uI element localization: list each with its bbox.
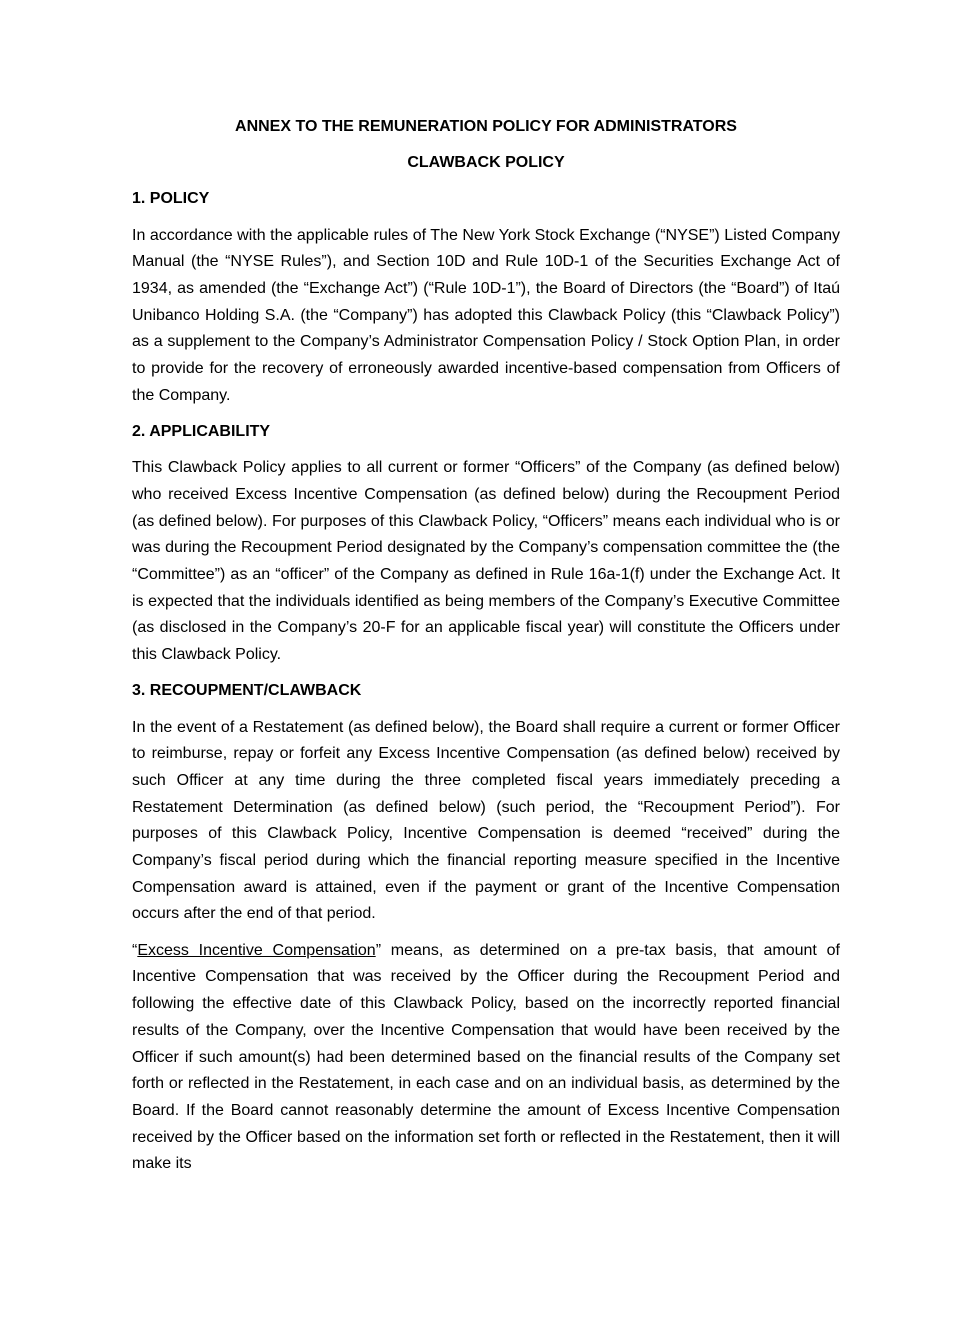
document-title: ANNEX TO THE REMUNERATION POLICY FOR ADMINISTRATORS	[235, 118, 737, 135]
document-body	[132, 114, 840, 1188]
section-paragraph-recoupment: In the event of a Restatement (as defined below), the Board shall require a current or former Officer to reimburse, repay or forfeit any Excess Incentive Compensation (as defined below) received by such Officer at any time during the three completed fiscal years immediately preceding a Restatement Determination (as defined below) (such period, the “Recoupment Period”). For purposes of this Clawback Policy, Incentive Compensation is deemed “received” during the Company’s fiscal period during which the financial reporting measure specified in the Incentive Compensation award is attained, even if the payment or grant of the Incentive Compensation occurs after the end of that period.	[132, 718, 840, 923]
definition-text: ” means, as determined on a pre-tax basis, that amount of Incentive Compensation that was received by the Officer during the Recoupment Period and following the effective date of this Clawback Policy, based on the incorrectly reported financial results of the Company, over the Incentive Compensation that would have been received by the Officer if such amount(s) had been determined based on the financial results of the Company set forth or reflected in the Restatement, in each case and on an individual basis, as determined by the Board. If the Board cannot reasonably determine the amount of Excess Incentive Compensation received by the Officer based on the information set forth or reflected in the Restatement, then it will make its	[132, 941, 840, 1173]
section-heading-policy: 1. POLICY	[132, 190, 210, 208]
document-subtitle: CLAWBACK POLICY	[407, 154, 565, 172]
definition-open-quote: “	[132, 941, 138, 959]
section-paragraph-policy: In accordance with the applicable rules of The New York Stock Exchange (“NYSE”) Listed Company Manual (the “NYSE Rules”), and Section 10D and Rule 10D-1 of the Securities Exchange Act of 1934, as amended (the “Exchange Act”) (“Rule 10D-1”), the Board of Directors (the “Board”) of Itaú Unibanco Holding S.A. (the “Company”) has adopted this Clawback Policy (this “Clawback Policy”) as a supplement to the Company’s Administrator Compensation Policy / Stock Option Plan, in order to provide for the recovery of erroneously awarded incentive-based compensation from Officers of the Company.	[132, 226, 840, 404]
definition-paragraph-excess-incentive-compensation	[132, 938, 840, 1178]
section-heading-recoupment: 3. RECOUPMENT/CLAWBACK	[132, 682, 362, 700]
section-paragraph-applicability: This Clawback Policy applies to all current or former “Officers” of the Company (as defined below) who received Excess Incentive Compensation (as defined below) during the Recoupment Period (as defined below). For purposes of this Clawback Policy, “Officers” means each individual who is or was during the Recoupment Period designated by the Company’s compensation committee the (the “Committee”) as an “officer” of the Company as defined in Rule 16a-1(f) under the Exchange Act. It is expected that the individuals identified as being members of the Company’s Executive Committee (as disclosed in the Company’s 20-F for an applicable fiscal year) will constitute the Officers under this Clawback Policy.	[132, 459, 840, 664]
defined-term: Excess Incentive Compensation	[137, 941, 376, 959]
section-heading-applicability: 2. APPLICABILITY	[132, 423, 271, 441]
